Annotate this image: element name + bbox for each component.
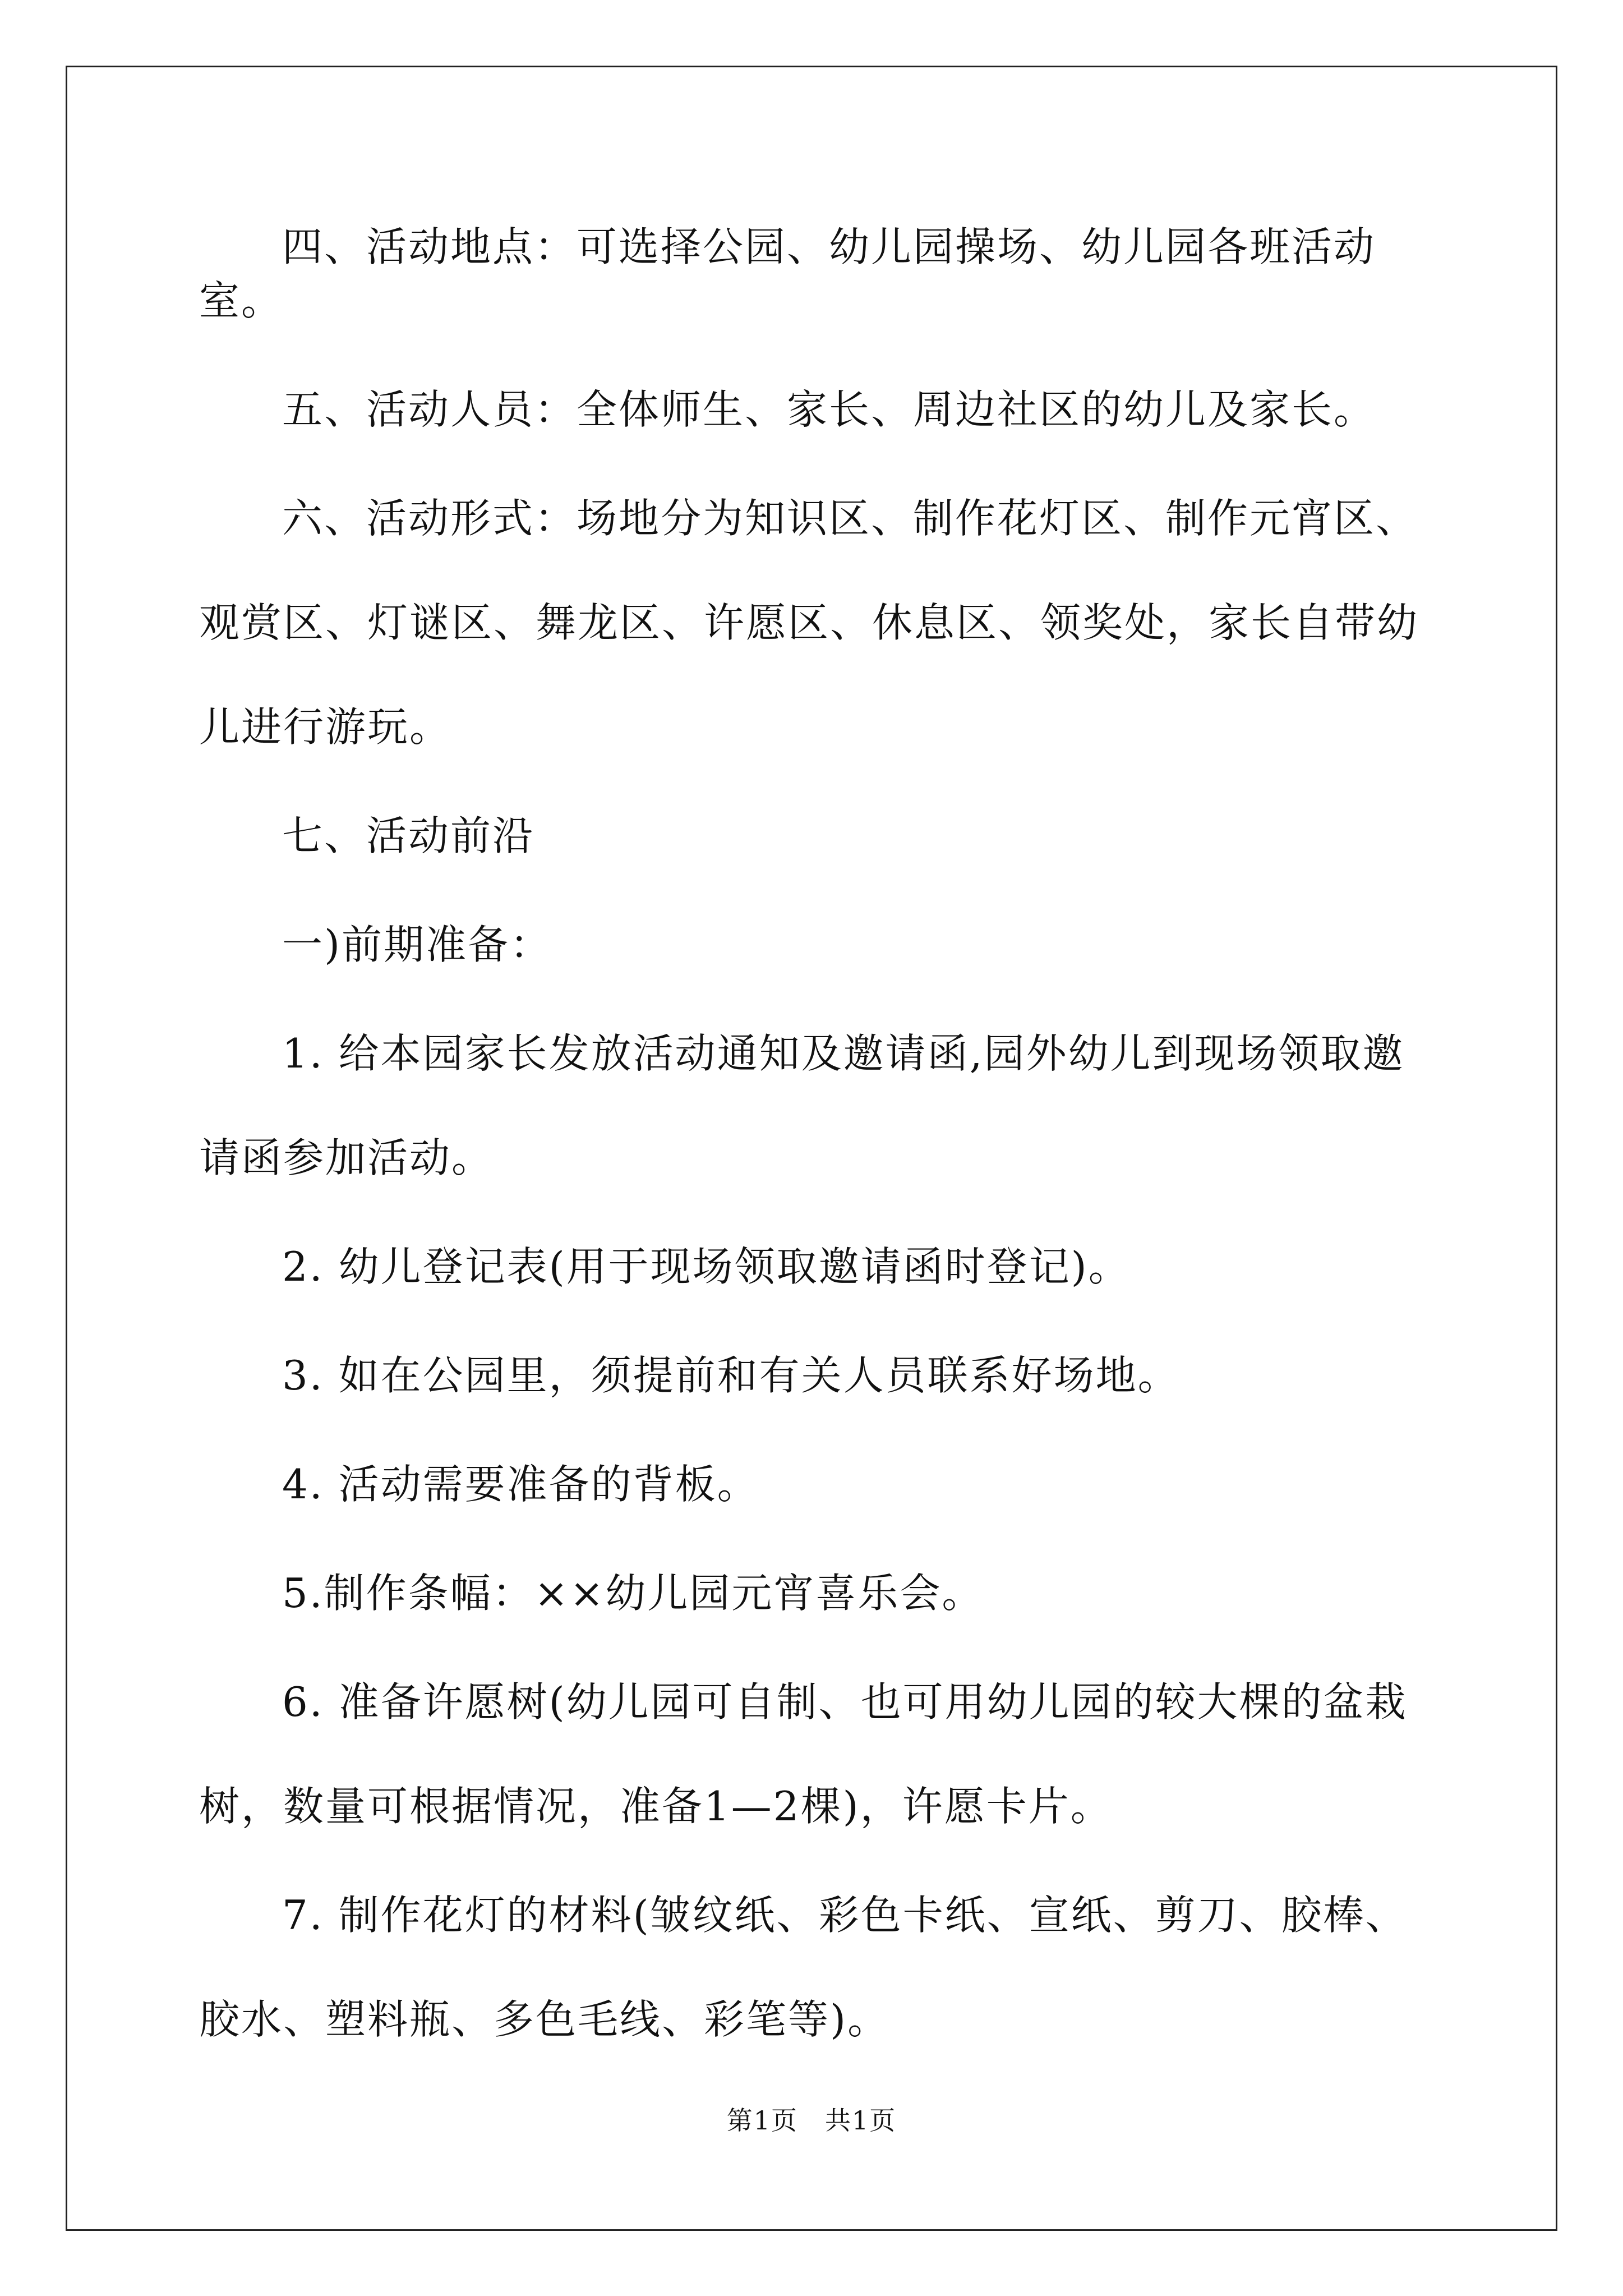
paragraph-activity-location: 四、活动地点：可选择公园、幼儿园操场、幼儿园各班活动室。 (199, 223, 1376, 324)
paragraph-activity-format: 六、活动形式：场地分为知识区、制作花灯区、制作元宵区、观赏区、灯谜区、舞龙区、许愿区、休息区、领奖处，家长自带幼儿进行游玩。 (199, 495, 1419, 751)
list-item-1: 1. 给本园家长发放活动通知及邀请函,园外幼儿到现场领取邀请函参加活动。 (199, 1030, 1405, 1181)
heading-activity-preparation: 七、活动前沿 (282, 812, 535, 859)
page-footer: 第1页 共1页 (726, 2105, 897, 2136)
list-item-5: 5.制作条幅：××幼儿园元宵喜乐会。 (282, 1570, 984, 1617)
paragraph-activity-participants: 五、活动人员：全体师生、家长、周边社区的幼儿及家长。 (282, 386, 1376, 433)
list-item-6: 6. 准备许愿树(幼儿园可自制、也可用幼儿园的较大棵的盆栽树，数量可根据情况，准备1—2棵)，许愿卡片。 (199, 1678, 1408, 1830)
document-body (199, 220, 1433, 2101)
subheading-early-preparation: 一)前期准备： (282, 921, 552, 968)
list-item-2: 2. 幼儿登记表(用于现场领取邀请函时登记)。 (282, 1243, 1131, 1290)
list-item-4: 4. 活动需要准备的背板。 (282, 1461, 759, 1508)
list-item-7: 7. 制作花灯的材料(皱纹纸、彩色卡纸、宣纸、剪刀、胶棒、胶水、塑料瓶、多色毛线、彩笔等)。 (199, 1892, 1408, 2043)
list-item-3: 3. 如在公园里，须提前和有关人员联系好场地。 (282, 1352, 1180, 1399)
